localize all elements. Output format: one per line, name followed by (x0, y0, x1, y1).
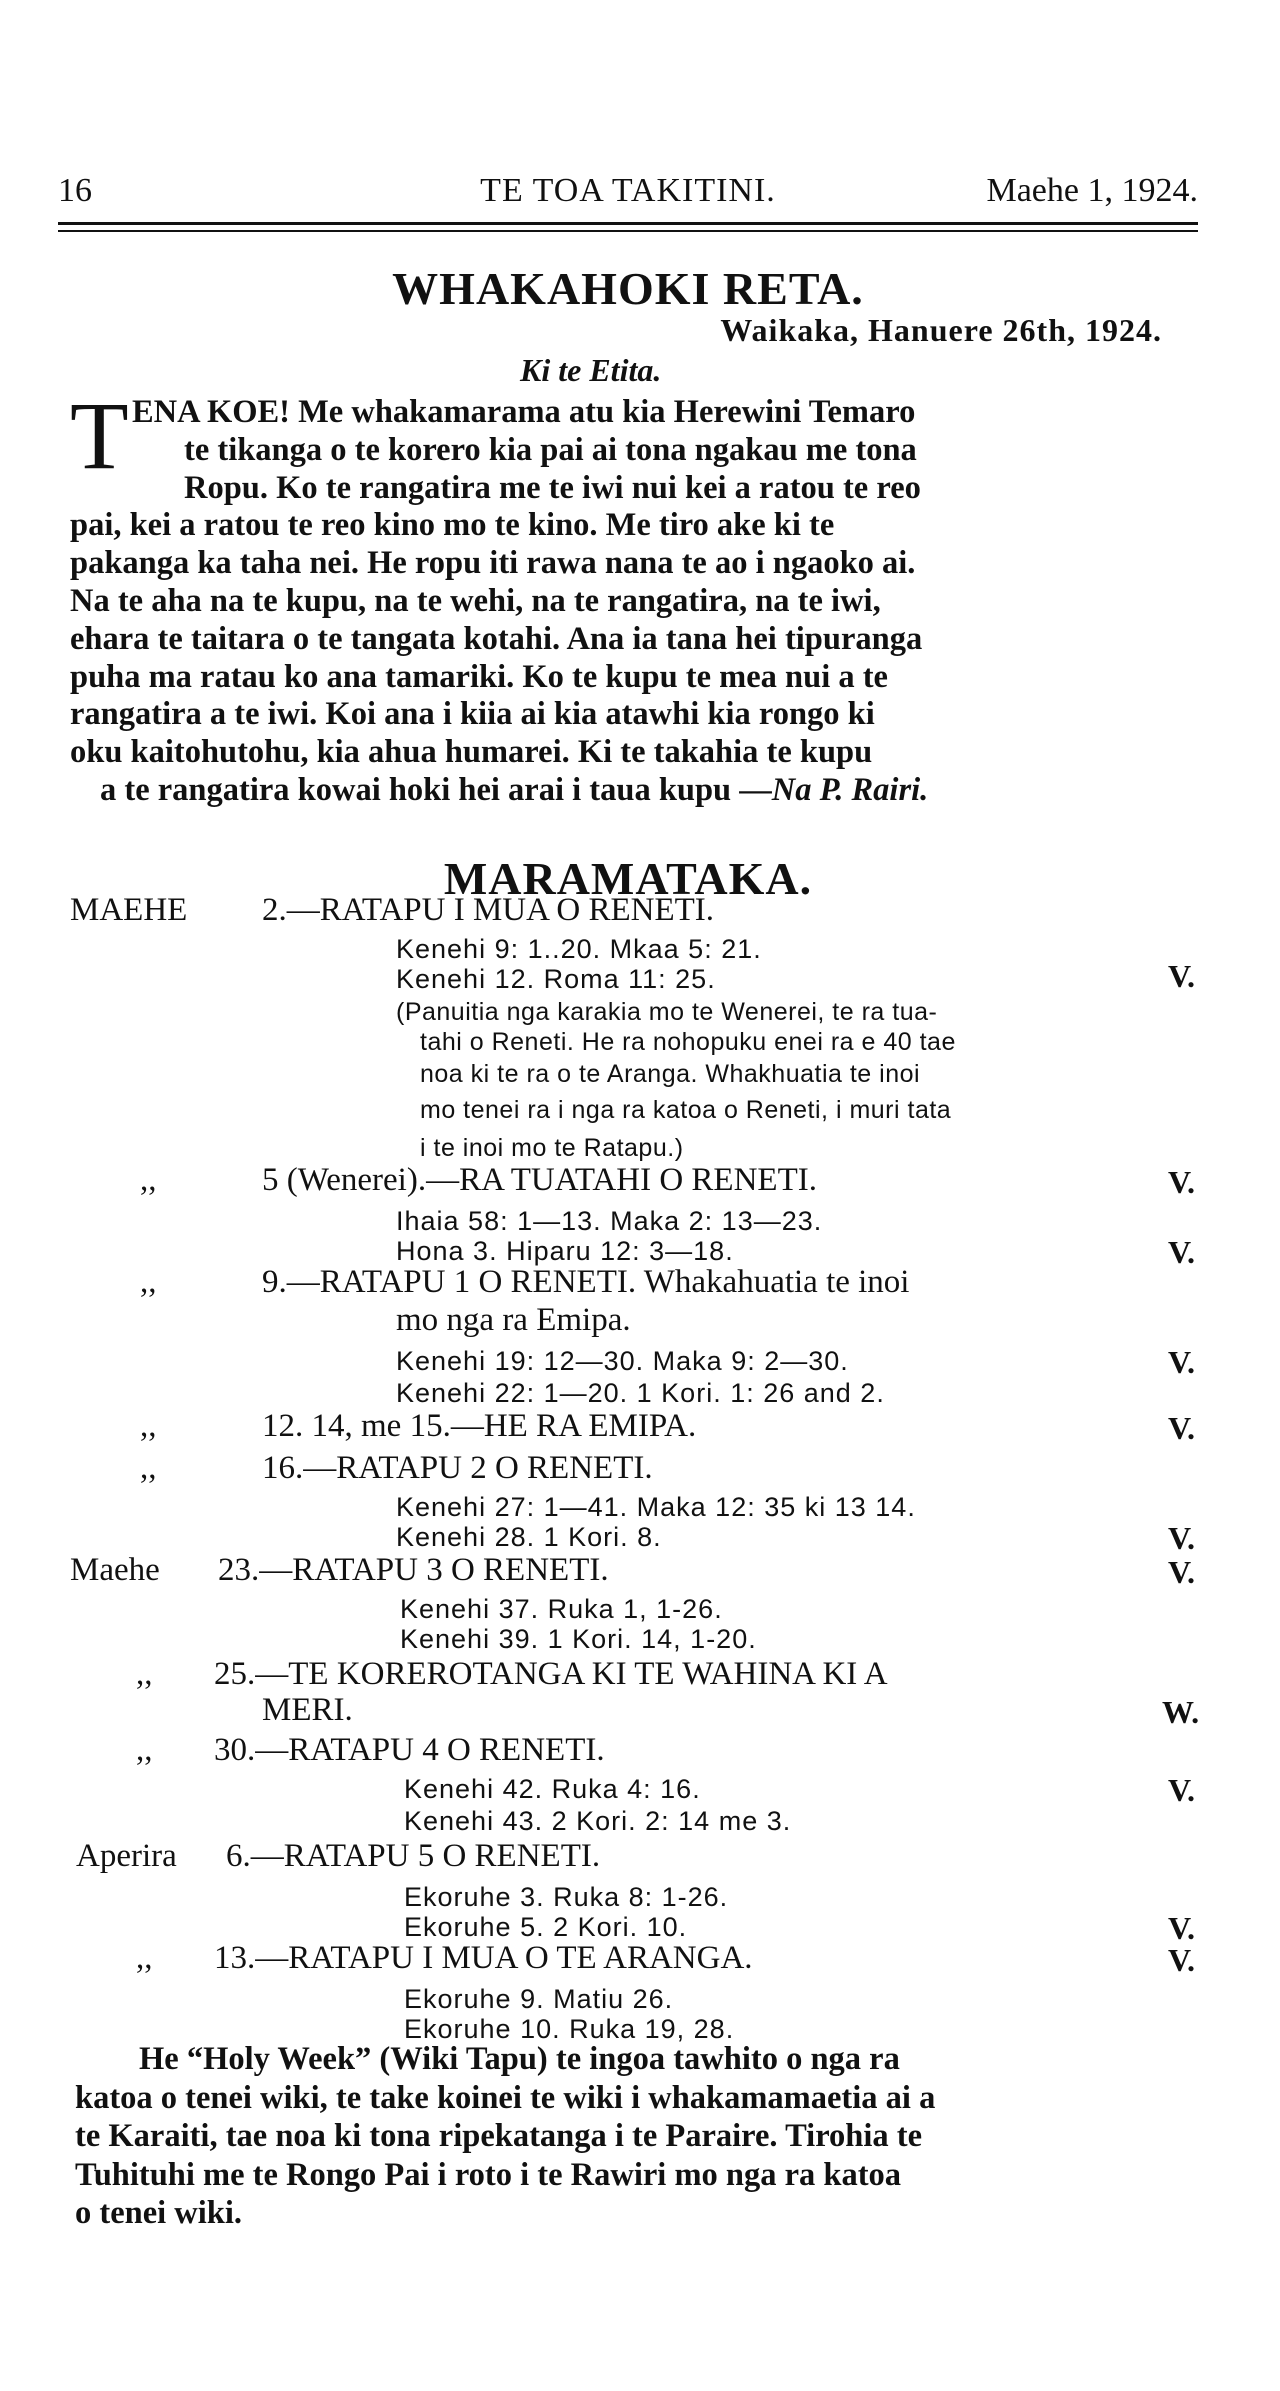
calendar-entry-cont: MERI. (262, 1692, 353, 1728)
lesson-reference: Hona 3. Hiparu 12: 3—18. (396, 1236, 734, 1266)
calendar-entry: 6.—RATAPU 5 O RENETI. (226, 1838, 601, 1874)
letter-place-date: Waikaka, Hanuere 26th, 1924. (720, 312, 1162, 348)
lesson-reference: Kenehi 37. Ruka 1, 1-26. (400, 1594, 723, 1624)
calendar-entry: 2.—RATAPU I MUA O RENETI. (262, 892, 715, 928)
lesson-reference: Kenehi 22: 1—20. 1 Kori. 1: 26 and 2. (396, 1378, 885, 1408)
lesson-reference: Kenehi 12. Roma 11: 25. (396, 964, 716, 994)
drop-cap: T (70, 382, 129, 489)
note-line: i te inoi mo te Ratapu.) (420, 1134, 684, 1162)
letter-line: ehara te taitara o te tangata kotahi. Ana ia tana hei tipuranga (70, 620, 923, 657)
color-mark: V. (1168, 1910, 1195, 1946)
running-header (58, 172, 1198, 218)
closing-paragraph (75, 2040, 1215, 2233)
letter-line: puha ma ratau ko ana tamariki. Ko te kupu te mea nui a te (70, 658, 888, 695)
closing-line: katoa o tenei wiki, te take koinei te wiki i whakamamaetia ai a (75, 2079, 936, 2116)
lesson-reference: Ekoruhe 9. Matiu 26. (404, 1984, 674, 2014)
ditto-mark: ,, (140, 1408, 157, 1444)
letter-line: Na te aha na te kupu, na te wehi, na te rangatira, na te iwi, (70, 582, 881, 619)
month-label: Maehe (70, 1552, 160, 1588)
page-number: 16 (58, 172, 92, 209)
color-mark: V. (1168, 1234, 1195, 1270)
month-label: Aperira (76, 1838, 177, 1874)
letter-line: te tikanga o te korero kia pai ai tona ngakau me tona (184, 431, 917, 468)
lesson-reference: Ekoruhe 5. 2 Kori. 10. (404, 1912, 688, 1942)
lesson-reference: Kenehi 27: 1—41. Maka 12: 35 ki 13 14. (396, 1492, 916, 1522)
calendar-entry: 30.—RATAPU 4 O RENETI. (214, 1732, 605, 1768)
calendar-entry: 13.—RATAPU I MUA O TE ARANGA. (214, 1940, 753, 1976)
note-line: tahi o Reneti. He ra nohopuku enei ra e 40 tae (420, 1028, 956, 1056)
color-mark: V. (1168, 1410, 1195, 1446)
closing-line: o tenei wiki. (75, 2195, 243, 2231)
color-mark: V. (1168, 1520, 1195, 1556)
ditto-mark: ,, (140, 1450, 157, 1486)
lesson-reference: Kenehi 39. 1 Kori. 14, 1-20. (400, 1624, 757, 1654)
header-rule-thin (58, 230, 1198, 232)
month-label: MAEHE (70, 892, 188, 928)
color-mark: V. (1168, 1554, 1195, 1590)
calendar-entry: 23.—RATAPU 3 O RENETI. (218, 1552, 609, 1588)
ditto-mark: ,, (136, 1940, 153, 1976)
calendar-entry: 5 (Wenerei).—RA TUATAHI O RENETI. (262, 1162, 817, 1198)
lesson-reference: Ihaia 58: 1—13. Maka 2: 13—23. (396, 1206, 823, 1236)
letter-line-text: a te rangatira kowai hoki hei arai i taua kupu — (100, 771, 772, 808)
calendar-entry: 16.—RATAPU 2 O RENETI. (262, 1450, 653, 1486)
header-rule-thick (58, 222, 1198, 225)
color-mark: V. (1168, 958, 1195, 994)
letter-line: Ropu. Ko te rangatira me te iwi nui kei a ratou te reo (184, 469, 921, 506)
calendar-entry: 25.—TE KOREROTANGA KI TE WAHINA KI A (214, 1656, 888, 1692)
ditto-mark: ,, (136, 1732, 153, 1768)
letter-line: ENA KOE! Me whakamarama atu kia Herewini Temaro (132, 394, 916, 430)
lesson-reference: Ekoruhe 10. Ruka 19, 28. (404, 2014, 735, 2044)
calendar-entry: 12. 14, me 15.—HE RA EMIPA. (262, 1408, 697, 1444)
lesson-reference: Kenehi 42. Ruka 4: 16. (404, 1774, 701, 1804)
letter-title: WHAKAHOKI RETA. (392, 263, 864, 314)
letter-line: rangatira a te iwi. Koi ana i kiia ai kia atawhi kia rongo ki (70, 696, 875, 733)
letter-line: pai, kei a ratou te reo kino mo te kino. Me tiro ake ki te (70, 507, 835, 544)
lesson-reference: Kenehi 19: 12—30. Maka 9: 2—30. (396, 1346, 849, 1376)
lesson-reference: Kenehi 28. 1 Kori. 8. (396, 1522, 662, 1552)
lesson-reference: Ekoruhe 3. Ruka 8: 1-26. (404, 1882, 729, 1912)
journal-title: TE TOA TAKITINI. (480, 172, 776, 209)
note-line: noa ki te ra o te Aranga. Whakhuatia te inoi (420, 1060, 921, 1088)
color-mark: W. (1162, 1694, 1200, 1730)
color-mark: V. (1168, 1772, 1195, 1808)
color-mark: V. (1168, 1344, 1195, 1380)
letter-line-last (70, 772, 1200, 810)
letter-body (70, 382, 1200, 810)
note-line: (Panuitia nga karakia mo te Wenerei, te ra tua- (396, 998, 938, 1026)
letter-line: pakanga ka taha nei. He ropu iti rawa nana te ao i ngaoko ai. (70, 545, 916, 582)
closing-line: te Karaiti, tae noa ki tona ripekatanga i te Paraire. Tirohia te (75, 2118, 923, 2154)
calendar-title: MARAMATAKA. (443, 853, 813, 904)
letter-salutation: Ki te Etita. (520, 352, 662, 388)
lesson-reference: Kenehi 43. 2 Kori. 2: 14 me 3. (404, 1806, 792, 1836)
calendar-entry: 9.—RATAPU 1 O RENETI. Whakahuatia te inoi (262, 1264, 910, 1300)
closing-line: Tuhituhi me te Rongo Pai i roto i te Rawiri mo nga ra katoa (75, 2156, 902, 2193)
letter-signature: Na P. Rairi. (771, 771, 929, 808)
note-line: mo tenei ra i nga ra katoa o Reneti, i muri tata (420, 1096, 952, 1124)
calendar-entry-cont: mo nga ra Emipa. (396, 1302, 631, 1338)
color-mark: V. (1168, 1942, 1195, 1978)
ditto-mark: ,, (140, 1162, 157, 1198)
issue-date: Maehe 1, 1924. (986, 172, 1198, 209)
color-mark: V. (1168, 1164, 1195, 1200)
ditto-mark: ,, (140, 1264, 157, 1300)
letter-line: oku kaitohutohu, kia ahua humarei. Ki te takahia te kupu (70, 734, 873, 771)
ditto-mark: ,, (136, 1656, 153, 1692)
closing-line: He “Holy Week” (Wiki Tapu) te ingoa tawhito o nga ra (139, 2041, 900, 2077)
lesson-reference: Kenehi 9: 1..20. Mkaa 5: 21. (396, 934, 762, 964)
